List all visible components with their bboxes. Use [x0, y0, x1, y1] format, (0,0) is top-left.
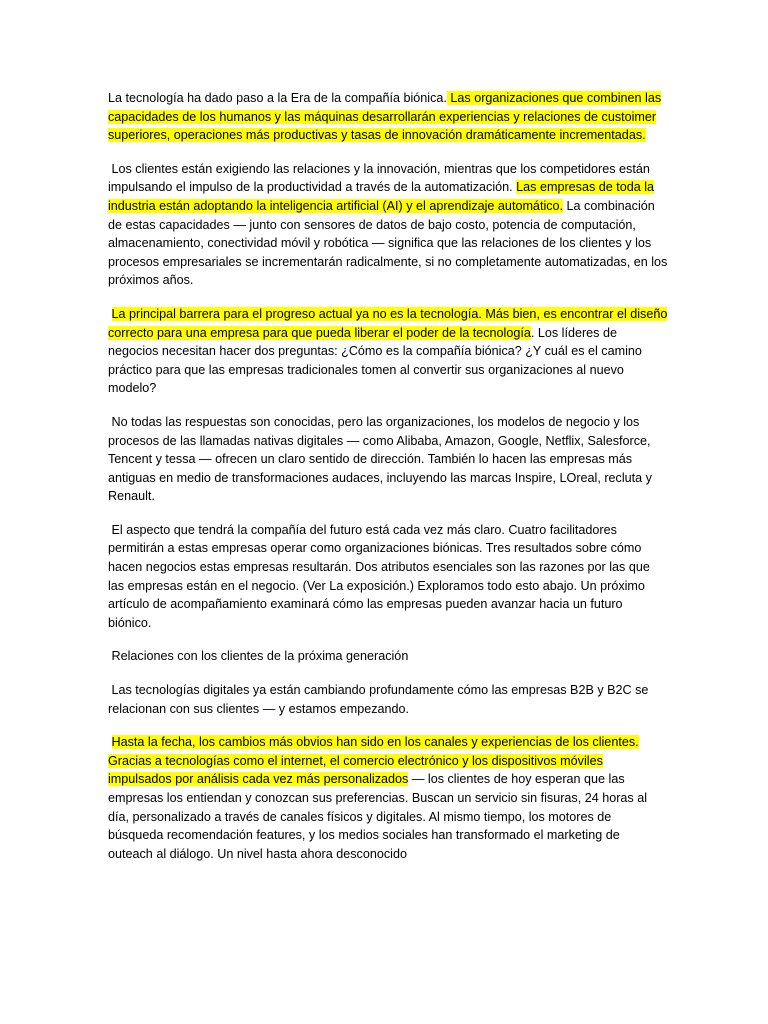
- body-text: El aspecto que tendrá la compañía del futuro está cada vez más claro. Cuatro facilitadores permitirán a estas empresas operar como organizaciones biónicas. Tres resultados sobre cómo hacen negocios estas empresas resultarán. Dos atributos esenciales son las razones por las que las empresas están en el negocio. (Ver La exposición.) Exploramos todo esto abajo. Un próximo artículo de acompañamiento examinará cómo las empresas pueden avanzar hacia un futuro biónico.: [108, 522, 650, 630]
- paragraph: [108, 647, 668, 666]
- body-text: La tecnología ha dado paso a la Era de la compañía biónica.: [108, 91, 447, 105]
- highlighted-text: Hasta la fecha, los cambios más obvios han sido en los canales y experiencias de los clientes. Gracias a tecnologías como el internet, el comercio electrónico y los dispositivos móviles impulsados por análisis cada vez más personalizados: [108, 735, 639, 787]
- paragraph-indent: [108, 735, 112, 749]
- paragraph: [108, 681, 668, 718]
- paragraph: [108, 89, 668, 145]
- paragraph-indent: [108, 307, 112, 321]
- body-text: Relaciones con los clientes de la próxima generación: [111, 649, 409, 664]
- highlighted-text: Las organizaciones que combinen las capacidades de los humanos y las máquinas desarrollarán experiencias y relaciones de custoimer superiores, operaciones más productivas y tasas de innovación dramáticamente incrementadas.: [108, 91, 662, 143]
- body-text: . Los líderes de negocios necesitan hacer dos preguntas: ¿Cómo es la compañía biónica? ¿Y cuál es el camino práctico para que las empresas tradicionales tomen al convertir sus organizaciones al nuevo modelo?: [108, 325, 642, 396]
- body-text: Las tecnologías digitales ya están cambiando profundamente cómo las empresas B2B y B2C se relacionan con sus clientes — y estamos empezando.: [108, 683, 649, 716]
- paragraph: [108, 521, 668, 633]
- body-text: No todas las respuestas son conocidas, pero las organizaciones, los modelos de negocio y los procesos de las llamadas nativas digitales — como Alibaba, Amazon, Google, Netflix, Salesforce, Tencent y tessa — ofrecen un claro sentido de dirección. También lo hacen las empresas más antiguas en medio de transformaciones audaces, incluyendo las marcas Inspire, LOreal, recluta y Renault.: [108, 414, 652, 504]
- paragraph: [108, 160, 668, 290]
- paragraph: [108, 733, 668, 863]
- body-text: — los clientes de hoy esperan que las empresas los entiendan y conozcan sus preferencias. Buscan un servicio sin fisuras, 24 horas al día, personalizado a través de canales físicos y digitales. Al mismo tiempo, los motores de búsqueda recomendación features, y los medios sociales han transformado el marketing de outeach al diálogo. Un nivel hasta ahora desconocido: [108, 772, 648, 861]
- document-body: [108, 89, 668, 878]
- paragraph: [108, 305, 668, 398]
- body-text: Los clientes están exigiendo las relaciones y la innovación, mientras que los competidores están impulsando el impulso de la productividad a través de la automatización.: [108, 161, 650, 195]
- paragraph: [108, 413, 668, 506]
- highlighted-text: La principal barrera para el progreso actual ya no es la tecnología. Más bien, es encontrar el diseño correcto para una empresa para que pueda liberar el poder de la tecnología: [108, 306, 668, 340]
- body-text: La combinación de estas capacidades — junto con sensores de datos de bajo costo, potencia de computación, almacenamiento, conectividad móvil y robótica — significa que las relaciones de los clientes y los procesos empresariales se incrementarán radicalmente, si no completamente automatizadas, en los próximos años.: [108, 198, 668, 288]
- highlighted-text: Las empresas de toda la industria están adoptando la inteligencia artificial (AI) y el aprendizaje automático.: [108, 180, 655, 213]
